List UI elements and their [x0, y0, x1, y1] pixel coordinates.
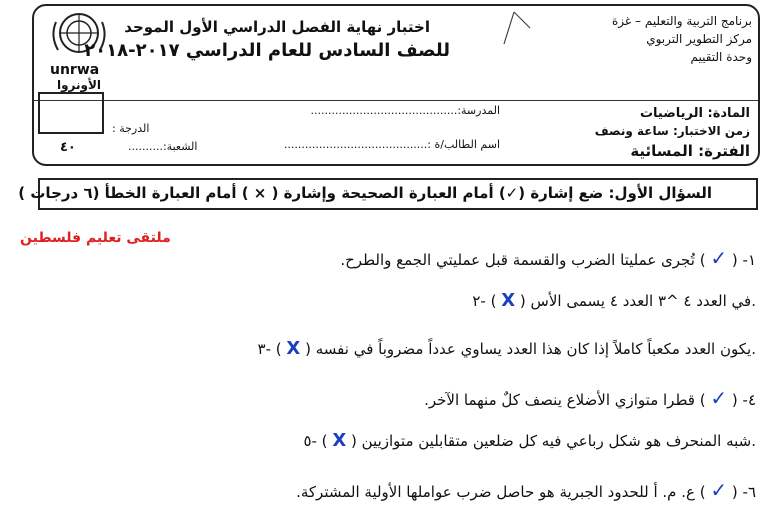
header-divider — [34, 100, 758, 101]
list-item-4 — [424, 386, 756, 410]
question-title: السؤال الأول: ضع إشارة (✓) أمام العبارة الصحيحة وإشارة ( × ) أمام العبارة الخطأ (٦ درجات ) — [18, 184, 712, 202]
answer-mark: ✓ — [710, 246, 728, 270]
item-text: ع. م. أ للحدود الجبرية هو حاصل ضرب عواملها الأولية المشتركة. — [296, 483, 695, 501]
answer-mark: ✓ — [710, 386, 728, 410]
item-number: ١- ( — [731, 251, 756, 269]
item-text: قطرا متوازي الأضلاع ينصف كلٌ منهما الآخر. — [424, 391, 695, 409]
program-line2: مركز التطوير التربوي — [646, 32, 752, 46]
grade-box — [38, 92, 104, 134]
item-text: تُجرى عمليتا الضرب والقسمة قبل عمليتي الجمع والطرح. — [340, 251, 695, 269]
program-line3: وحدة التقييم — [690, 50, 752, 64]
period-field: الفترة: المسائية — [630, 142, 750, 160]
item-close: ) — [699, 251, 706, 269]
item-number: ٦- ( — [731, 483, 756, 501]
item-number: ٤- ( — [731, 391, 756, 409]
list-item-1 — [340, 246, 756, 270]
answer-mark: X — [286, 338, 301, 359]
item-text: شبه المنحرف هو شكل رباعي فيه كل ضلعين متقابلين متوازيين. — [361, 432, 756, 450]
list-item-3 — [258, 338, 756, 359]
item-number: ٣- ( — [257, 340, 282, 358]
grade-label: الدرجة : — [112, 122, 150, 135]
item-close: ) — [351, 432, 357, 450]
time-field: زمن الاختبار: ساعة ونصف — [594, 124, 750, 138]
item-close: ) — [699, 391, 706, 409]
item-close: ) — [519, 292, 526, 310]
school-field: المدرسة:.......................................... — [310, 104, 500, 117]
item-close: ) — [305, 340, 311, 358]
pen-stroke-icon — [500, 8, 540, 48]
list-item-6 — [296, 478, 756, 502]
student-name-field: اسم الطالب/ة :......................................... — [283, 138, 500, 151]
grade-year-title: للصف السادس للعام الدراسي ٢٠١٧-٢٠١٨ — [84, 40, 450, 61]
item-close: ) — [699, 483, 706, 501]
item-text: في العدد ٤ ^٣ العدد ٤ يسمى الأس. — [530, 292, 756, 310]
item-text: يكون العدد مكعباً كاملاً إذا كان هذا العدد يساوي عدداً مضروباً في نفسه. — [315, 340, 756, 358]
item-number: ٥- ( — [303, 432, 328, 450]
total-marks: ٤٠ — [60, 140, 76, 155]
answer-mark: X — [332, 430, 347, 451]
subject-field: المادة: الرياضيات — [639, 106, 750, 121]
list-item-2 — [472, 290, 756, 311]
logo-arabic: الأونروا — [56, 78, 102, 92]
section-field: الشعبة:.......... — [128, 140, 198, 153]
watermark-text: ملتقى تعليم فلسطين — [20, 230, 171, 246]
item-number: ٢- ( — [472, 292, 497, 310]
logo-text: unrwa — [50, 62, 100, 78]
program-line1: برنامج التربية والتعليم – غزة — [612, 14, 752, 28]
list-item-5 — [303, 430, 756, 451]
answer-mark: ✓ — [710, 478, 728, 502]
exam-title: اختبار نهاية الفصل الدراسي الأول الموحد — [124, 18, 430, 36]
answer-mark: X — [501, 290, 516, 311]
